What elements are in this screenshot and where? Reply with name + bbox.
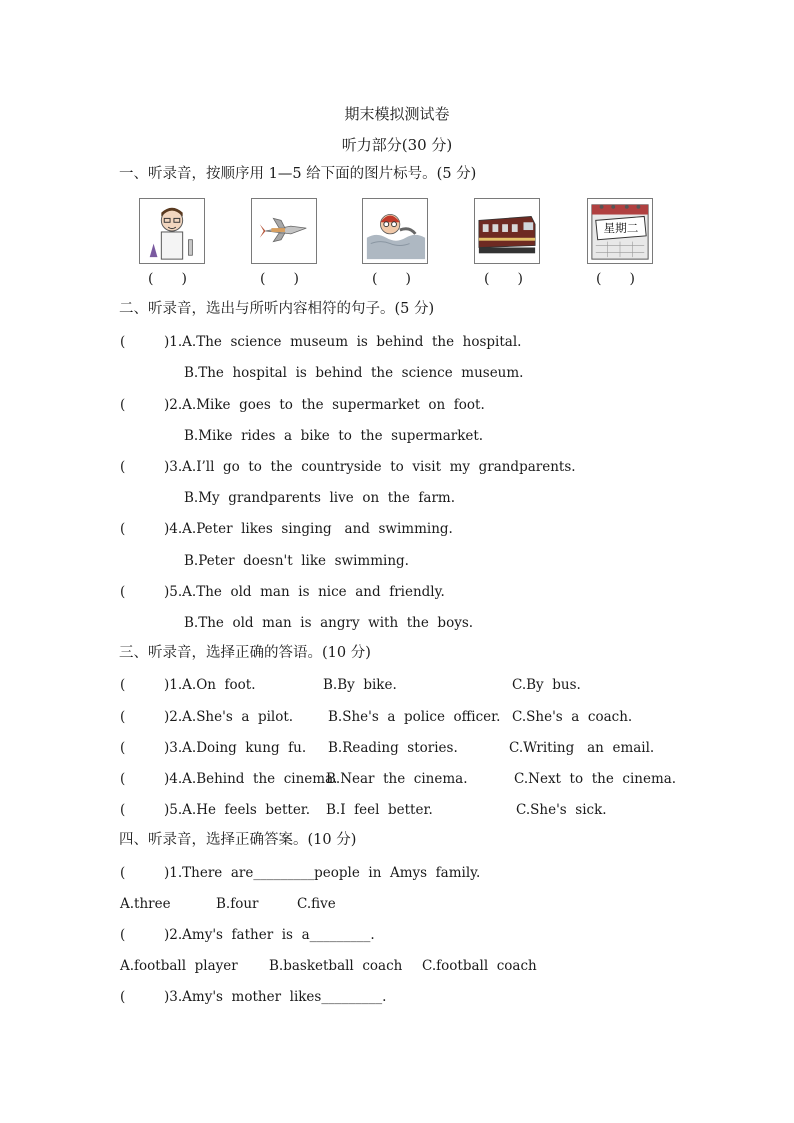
option-b: B.I feel better. xyxy=(326,802,433,818)
question-2-text: )2.Amy's father is a_________. xyxy=(164,927,375,943)
option-b: B.By bike. xyxy=(323,677,397,693)
question-option-b: B.Peter doesn't like swimming. xyxy=(184,553,409,569)
question-option-a: )4.A.Peter likes singing and swimming. xyxy=(164,521,453,537)
option-a: A.three xyxy=(120,896,171,912)
answer-paren[interactable]: ( xyxy=(120,397,126,413)
answer-paren[interactable]: ( xyxy=(120,740,126,756)
train-icon xyxy=(475,199,539,263)
option-b: B.basketball coach xyxy=(269,958,403,974)
option-c: C.Writing an email. xyxy=(509,740,655,756)
page-subtitle: 听力部分(30 分) xyxy=(341,136,453,154)
picture-2-blank[interactable]: ( ) xyxy=(260,271,299,287)
answer-paren[interactable]: ( xyxy=(120,802,126,818)
picture-3-blank[interactable]: ( ) xyxy=(372,271,411,287)
option-c: C.She's a coach. xyxy=(512,709,633,725)
section3-heading: 三、听录音，选择正确的答语。(10 分) xyxy=(119,645,371,661)
calendar-icon xyxy=(588,199,652,263)
section2-heading: 二、听录音，选出与所听内容相符的句子。(5 分) xyxy=(119,301,435,317)
picture-1 xyxy=(139,198,205,264)
option-a: A.football player xyxy=(120,958,238,974)
question-option-a: )5.A.The old man is nice and friendly. xyxy=(164,584,445,600)
option-a: )2.A.She's a pilot. xyxy=(164,709,294,725)
question-1-text: )1.There are_________people in Amys family. xyxy=(164,865,481,881)
option-a: )5.A.He feels better. xyxy=(164,802,311,818)
option-c: C.She's sick. xyxy=(516,802,607,818)
question-3-text: )3.Amy's mother likes_________. xyxy=(164,989,387,1005)
picture-5-blank[interactable]: ( ) xyxy=(596,271,635,287)
section4-heading: 四、听录音，选择正确答案。(10 分) xyxy=(119,832,357,848)
picture-4 xyxy=(474,198,540,264)
answer-paren[interactable]: ( xyxy=(120,334,126,350)
answer-paren[interactable]: ( xyxy=(120,989,126,1005)
answer-paren[interactable]: ( xyxy=(120,584,126,600)
scientist-icon xyxy=(140,199,204,263)
picture-3 xyxy=(362,198,428,264)
option-a: )3.A.Doing kung fu. xyxy=(164,740,307,756)
option-b: B.four xyxy=(216,896,259,912)
option-b: B.Reading stories. xyxy=(328,740,458,756)
answer-paren[interactable]: ( xyxy=(120,521,126,537)
option-c: C.five xyxy=(297,896,336,912)
question-option-a: )1.A.The science museum is behind the hospital. xyxy=(164,334,522,350)
question-option-a: )3.A.I’ll go to the countryside to visit my grandparents. xyxy=(164,459,576,475)
option-c: C.By bus. xyxy=(512,677,581,693)
question-option-b: B.The hospital is behind the science museum. xyxy=(184,365,524,381)
picture-2 xyxy=(251,198,317,264)
question-option-b: B.Mike rides a bike to the supermarket. xyxy=(184,428,484,444)
answer-paren[interactable]: ( xyxy=(120,459,126,475)
option-a: )4.A.Behind the cinema. xyxy=(164,771,338,787)
question-option-b: B.My grandparents live on the farm. xyxy=(184,490,456,506)
answer-paren[interactable]: ( xyxy=(120,927,126,943)
section1-heading: 一、听录音，按顺序用 1—5 给下面的图片标号。(5 分) xyxy=(119,166,477,182)
question-option-a: )2.A.Mike goes to the supermarket on foot. xyxy=(164,397,485,413)
picture-4-blank[interactable]: ( ) xyxy=(484,271,523,287)
answer-paren[interactable]: ( xyxy=(120,771,126,787)
picture-1-blank[interactable]: ( ) xyxy=(148,271,187,287)
swimmer-icon xyxy=(363,199,427,263)
option-b: B.Near the cinema. xyxy=(326,771,468,787)
page-title: 期末模拟测试卷 xyxy=(344,105,450,123)
question-option-b: B.The old man is angry with the boys. xyxy=(184,615,474,631)
answer-paren[interactable]: ( xyxy=(120,865,126,881)
plane-icon xyxy=(252,199,316,263)
option-c: C.football coach xyxy=(422,958,537,974)
answer-paren[interactable]: ( xyxy=(120,677,126,693)
answer-paren[interactable]: ( xyxy=(120,709,126,725)
option-c: C.Next to the cinema. xyxy=(514,771,677,787)
option-b: B.She's a police officer. xyxy=(328,709,501,725)
picture-5 xyxy=(587,198,653,264)
option-a: )1.A.On foot. xyxy=(164,677,256,693)
calendar-label: 星期二 xyxy=(603,220,639,235)
